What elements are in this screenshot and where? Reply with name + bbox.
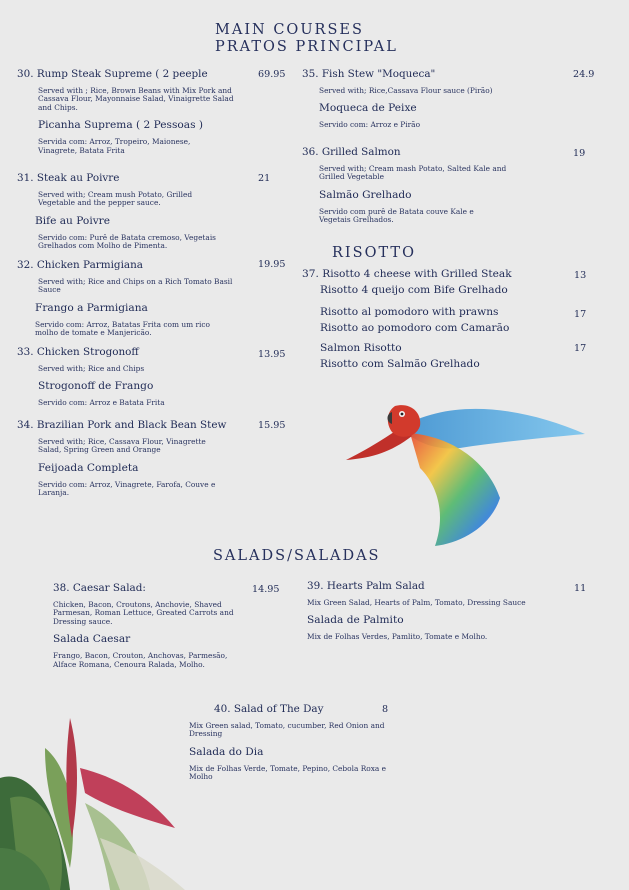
menu-item [17, 68, 247, 155]
item-title: 34. Brazilian Pork and Black Bean Stew [17, 419, 227, 431]
item-description: Served with; Rice,Cassava Flour sauce (Pirão) [319, 86, 493, 95]
item-price: 19 [573, 148, 586, 159]
risotto-item [320, 340, 480, 372]
risotto-title: 37. Risotto 4 cheese with Grilled Steak [302, 268, 512, 280]
risotto-price: 13 [574, 270, 587, 281]
risotto-item [320, 304, 509, 336]
item-description: Mix Green salad, Tomato, cucumber, Red Onion and Dressing [189, 721, 385, 739]
risotto-title-pt: Risotto ao pomodoro com Camarão [320, 322, 510, 334]
item-price: 69.95 [258, 69, 286, 80]
item-price: 15.95 [258, 420, 286, 431]
item-title: 39. Hearts Palm Salad [307, 580, 425, 592]
item-description: Mix Green Salad, Hearts of Palm, Tomato, Dressing Sauce [307, 598, 526, 607]
risotto-price: 17 [574, 343, 587, 354]
item-title: 35. Fish Stew "Moqueca" [302, 68, 436, 80]
salads-heading: SALADS/SALADAS [213, 548, 381, 564]
risotto-title: Salmon Risotto [320, 342, 402, 354]
item-description-pt: Servida com: Arroz, Tropeiro, Maionese, Vinagrete, Batata Frita [38, 137, 191, 155]
header-subtitle: PRATOS PRINCIPAL [215, 39, 398, 55]
item-description-pt: Frango, Bacon, Crouton, Anchovas, Parmesão, Alface Romana, Cenoura Ralada, Molho. [53, 651, 228, 669]
menu-item [53, 582, 258, 669]
item-title-pt: Salmão Grelhado [319, 188, 412, 201]
item-title-pt: Moqueca de Peixe [319, 102, 417, 115]
item-price: 19.95 [258, 259, 286, 270]
menu-item [189, 703, 414, 782]
risotto-price: 17 [574, 309, 587, 320]
item-description: Served with; Cream mush Potato, Grilled Vegetable and the pepper sauce. [38, 190, 193, 208]
risotto-heading: RISOTTO [332, 245, 416, 261]
macaw-illustration [340, 398, 590, 548]
item-title: 38. Caesar Salad: [53, 582, 146, 594]
item-description: Served with ; Rice, Brown Beans with Mix Pork and Cassava Flour, Mayonnaise Salad, Vinaigrette Salad and Chips. [38, 86, 234, 112]
menu-item [17, 419, 247, 498]
item-price: 14.95 [252, 584, 280, 595]
item-description-pt: Servido com: Purê de Batata cremoso, Vegetais Grelhados com Molho de Pimenta. [38, 232, 216, 251]
item-title-pt: Salada de Palmito [307, 614, 404, 627]
menu-item [302, 68, 552, 130]
item-description-pt: Mix de Folhas Verde, Tomate, Pepino, Cebola Roxa e Molho [189, 763, 387, 782]
risotto-title-pt: Risotto 4 queijo com Bife Grelhado [320, 284, 508, 296]
header-title: MAIN COURSES [215, 22, 364, 38]
item-title-pt: Salada do Dia [189, 745, 264, 758]
tropical-leaves-illustration [0, 708, 190, 890]
item-description: Served with; Rice and Chips on a Rich Tomato Basil Sauce [38, 277, 233, 295]
item-price: 8 [382, 704, 389, 715]
item-title-pt: Strogonoff de Frango [38, 380, 154, 393]
menu-item [302, 146, 552, 225]
item-description: Served with; Cream mash Potato, Salted Kale and Grilled Vegetable [319, 164, 507, 182]
item-price: 24.9 [573, 69, 595, 80]
item-description: Served with; Rice and Chips [38, 364, 145, 373]
item-description-pt: Mix de Folhas Verdes, Pamlito, Tomate e Molho. [307, 632, 488, 642]
item-title: 33. Chicken Strogonoff [17, 346, 139, 358]
risotto-item [302, 266, 512, 298]
item-title-pt: Frango a Parmigiana [35, 301, 148, 314]
menu-item [17, 172, 247, 251]
item-description: Served with; Rice, Cassava Flour, Vinagrette Salad, Spring Green and Orange [38, 437, 206, 455]
menu-item [307, 580, 567, 642]
item-title-pt: Picanha Suprema ( 2 Pessoas ) [38, 119, 204, 132]
item-price: 11 [574, 583, 587, 594]
item-price: 13.95 [258, 349, 286, 360]
item-title-pt: Bife au Poivre [35, 214, 111, 227]
risotto-title-pt: Risotto com Salmão Grelhado [320, 358, 480, 370]
item-title-pt: Salada Caesar [53, 633, 131, 646]
item-description-pt: Servido com: Arroz e Pirão [319, 120, 421, 130]
item-title: 31. Steak au Poivre [17, 172, 120, 184]
item-title-pt: Feijoada Completa [38, 461, 139, 474]
item-title: 40. Salad of The Day [214, 703, 324, 715]
item-title: 32. Chicken Parmigiana [17, 259, 143, 271]
item-description-pt: Servido com: Arroz e Batata Frita [38, 398, 165, 408]
menu-item [17, 346, 247, 408]
item-price: 21 [258, 173, 271, 184]
risotto-title: Risotto al pomodoro with prawns [320, 306, 499, 318]
item-description: Chicken, Bacon, Croutons, Anchovie, Shaved Parmesan, Roman Lettuce, Greated Carrots and Dressing sauce. [53, 600, 234, 626]
item-title: 36. Grilled Salmon [302, 146, 401, 158]
item-description-pt: Servido com purê de Batata couve Kale e Vegetais Grelhados. [319, 206, 474, 225]
item-title: 30. Rump Steak Supreme ( 2 peeple [17, 68, 208, 80]
item-description-pt: Servido com: Arroz, Vinagrete, Farofa, Couve e Laranja. [38, 479, 216, 498]
item-description-pt: Servido com: Arroz, Batatas Frita com um rico molho de tomate e Manjericão. [35, 319, 210, 338]
menu-item [17, 259, 247, 338]
